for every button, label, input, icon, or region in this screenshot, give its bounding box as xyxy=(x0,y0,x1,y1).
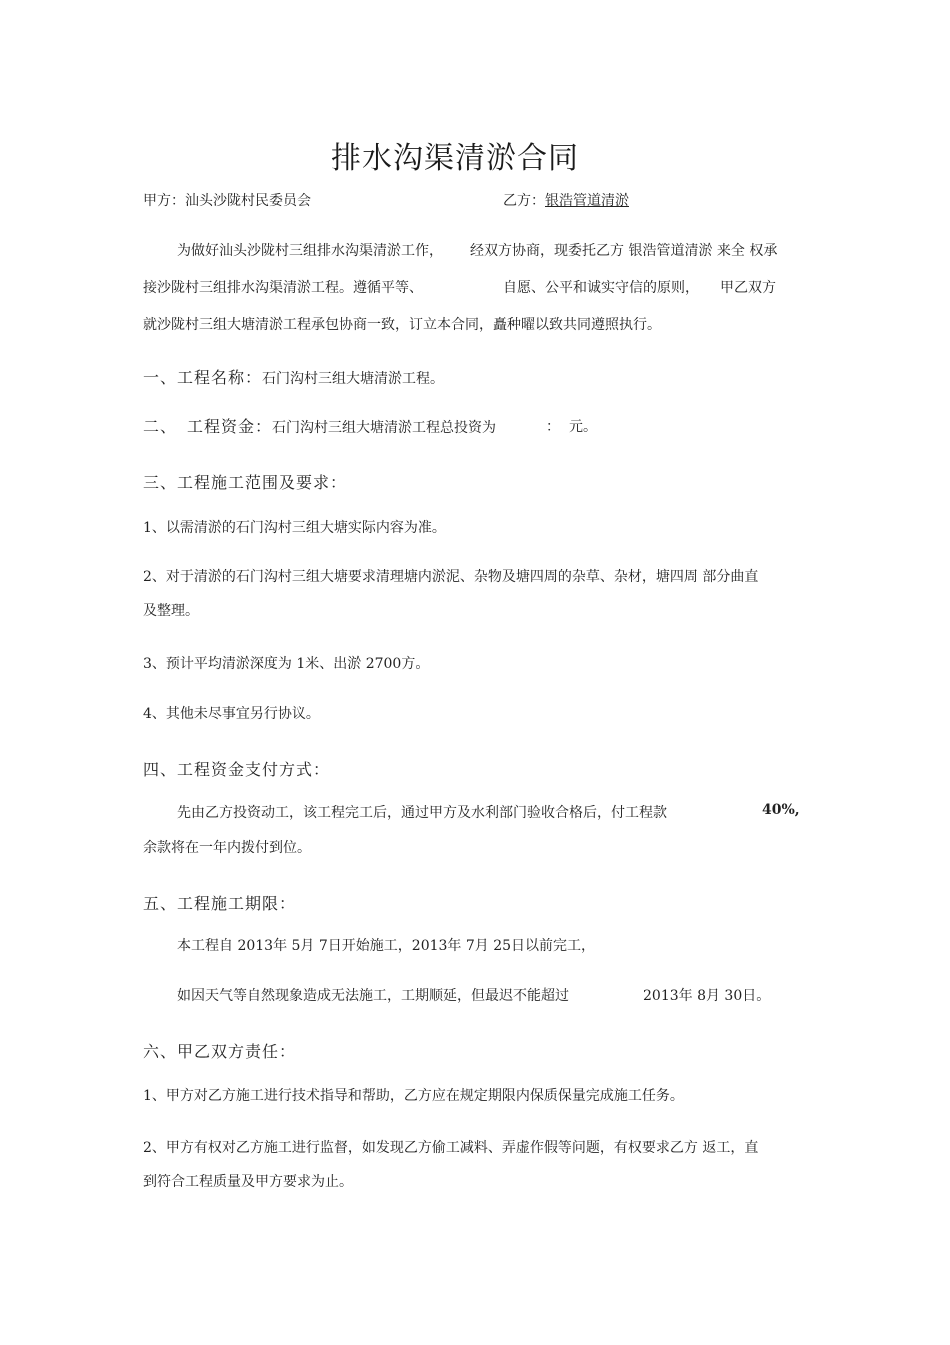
section-1-text: 石门沟村三组大塘清淤工程。 xyxy=(262,371,445,387)
section-5-heading: 五、工程施工期限： xyxy=(143,894,297,913)
section-6-item-2-line-2: 到符合工程质量及甲方要求为止。 xyxy=(143,1174,353,1190)
section-4-percent: 40%, xyxy=(762,802,800,818)
section-6-item-1: 1、甲方对乙方施工进行技术指导和帮助，乙方应在规定期限内保质保量完成施工任务。 xyxy=(143,1088,684,1104)
intro-line-2b: 自愿、公平和诚实守信的原则， xyxy=(503,280,699,296)
section-2-unit: 元。 xyxy=(569,419,597,435)
section-3-item-2-line-2: 及整理。 xyxy=(143,603,199,619)
section-2 xyxy=(187,414,496,437)
document-title: 排水沟渠清淤合同 xyxy=(331,141,579,176)
intro-line-3: 就沙陇村三组大塘清淤工程承包协商一致，订立本合同，矗种曜以致共同遵照执行。 xyxy=(143,317,661,333)
section-4-line-2: 余款将在一年内拨付到位。 xyxy=(143,840,311,856)
section-1 xyxy=(143,365,444,388)
party-b xyxy=(503,190,629,210)
party-a: 甲方：汕头沙陇村民委员会 xyxy=(143,193,311,209)
section-2-text: 石门沟村三组大塘清淤工程总投资为 xyxy=(272,420,497,436)
intro-line-1a: 为做好汕头沙陇村三组排水沟渠清淤工作， xyxy=(177,243,443,259)
intro-line-2c: 甲乙双方 xyxy=(720,280,776,296)
section-6-heading: 六、甲乙双方责任： xyxy=(143,1042,297,1061)
section-5-line-2: 如因天气等自然现象造成无法施工，工期顺延，但最迟不能超过 xyxy=(177,988,569,1004)
intro-line-2a: 接沙陇村三组排水沟渠清淤工程。遵循平等、 xyxy=(143,280,423,296)
section-3-heading: 三、工程施工范围及要求： xyxy=(143,473,348,492)
section-2-colon: ： xyxy=(546,419,560,435)
section-3-item-1: 1、以需清淤的石门沟村三组大塘实际内容为准。 xyxy=(143,520,446,536)
party-b-name: 银浩管道清淤 xyxy=(545,193,629,209)
section-1-heading: 一、工程名称： xyxy=(143,368,263,387)
section-2-heading: 工程资金： xyxy=(187,417,273,436)
section-4-line-1: 先由乙方投资动工，该工程完工后，通过甲方及水利部门验收合格后，付工程款 xyxy=(177,805,667,821)
section-4-heading: 四、工程资金支付方式： xyxy=(143,760,331,779)
section-5-deadline: 2013年 8月 30日。 xyxy=(643,988,771,1004)
section-3-item-4: 4、其他未尽事宜另行协议。 xyxy=(143,706,320,722)
section-3-item-2-line-1: 2、对于清淤的石门沟村三组大塘要求清理塘内淤泥、杂物及塘四周的杂草、杂材，塘四周 部分曲直 xyxy=(143,569,759,585)
section-3-item-3: 3、预计平均清淤深度为 1米、出淤 2700方。 xyxy=(143,656,430,672)
section-2-number: 二、 xyxy=(143,417,178,436)
party-b-label: 乙方： xyxy=(503,193,545,209)
section-6-item-2-line-1: 2、甲方有权对乙方施工进行监督，如发现乙方偷工减料、弄虚作假等问题，有权要求乙方 返工，直 xyxy=(143,1140,759,1156)
section-5-line-1: 本工程自 2013年 5月 7日开始施工，2013年 7月 25日以前完工， xyxy=(177,938,596,954)
intro-line-1b: 经双方协商，现委托乙方 银浩管道清淤 来全 权承 xyxy=(470,243,778,259)
